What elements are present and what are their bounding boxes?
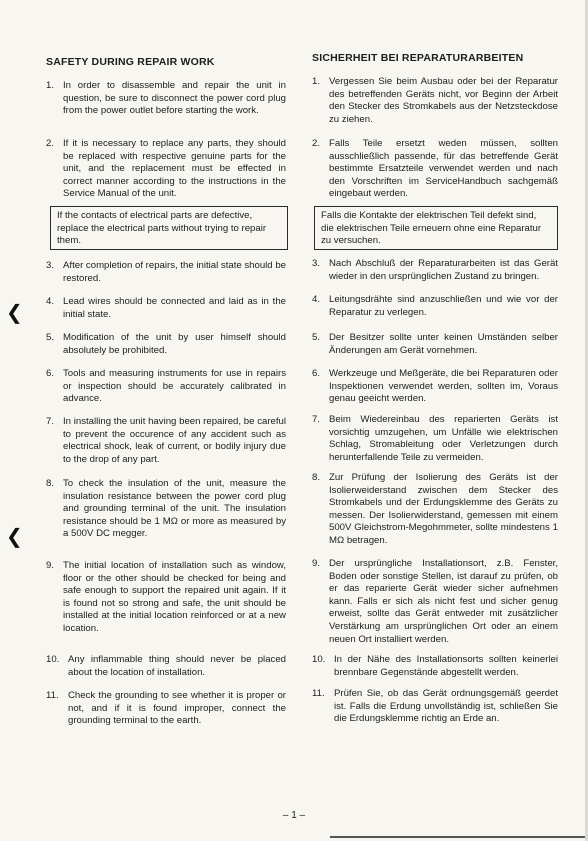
english-notice-box [50,206,288,250]
german-item-2 [312,138,558,201]
item-text: If it is necessary to replace any parts, they should be replaced with respective genuine parts for the unit, and the replacement must be effected in correct manner according to the instructions in the Service Manual of the unit. [63,138,286,200]
item-number: 2. [312,138,321,149]
item-text: Der Besitzer sollte unter keinen Umständen selber Änderungen am Gerät vornehmen. [329,332,558,356]
item-text: Falls Teile ersetzt weden müssen, sollten ausschließlich passende, für das betreffende Gerät bestimmte Ersatzteile verwendet werden und nach den Vorschriften im ServiceHandbuch sachgemäß eingebaut werden. [329,138,558,200]
item-number: 10. [312,654,326,665]
item-text: Prüfen Sie, ob das Gerät ordnungsgemäß geerdet ist. Falls die Erdung unvollständig ist, schließen Sie die Erdungsklemme richtig an Erde an. [334,688,558,725]
item-number: 7. [46,416,55,427]
english-heading: SAFETY DURING REPAIR WORK [46,56,215,68]
english-item-2 [46,138,286,201]
item-number: 8. [46,478,55,489]
english-item-4 [46,296,286,321]
revision-mark-icon: ❮ [6,524,23,548]
german-item-7 [312,414,558,464]
german-item-3 [312,258,558,283]
item-text: Leitungsdrähte sind anzuschließen und wie vor der Reparatur zu verlegen. [329,294,558,318]
german-heading: SICHERHEIT BEI REPARATURARBEITEN [312,52,524,64]
item-text: Lead wires should be connected and laid as in the initial state. [63,296,286,320]
page-number: – 1 – [282,810,306,821]
item-number: 5. [46,332,55,343]
item-text: In installing the unit having been repaired, be careful to prevent the occurence of any accident such as electrical shock, leak of current, or bodily injury due to the drop of any part. [63,416,286,465]
item-text: The initial location of installation such as window, floor or the other should be checked for being and safe enough to support the repaired unit again. If it is found not so strong and safe, the unit should be installed at the initial location reinforced or at a new location. [63,560,286,634]
item-text: Nach Abschluß der Reparaturarbeiten ist das Gerät wieder in den ursprünglichen Zustand zu bringen. [329,258,558,282]
item-text: Vergessen Sie beim Ausbau oder bei der Reparatur des betreffenden Geräts nicht, vor Beginn der Arbeit den Stecker des Stromkabels aus der Netzsteckdose zu ziehen. [329,76,558,125]
german-item-4 [312,294,558,319]
german-item-1 [312,76,558,126]
item-number: 8. [312,472,321,483]
german-notice-box [314,206,558,250]
item-number: 4. [46,296,55,307]
item-number: 9. [312,558,321,569]
item-number: 1. [312,76,321,87]
german-item-11 [312,688,558,726]
english-item-7 [46,416,286,466]
item-text: In der Nähe des Installationsorts sollten keinerlei brennbare Gegenstände abgestellt werden. [334,654,558,678]
item-text: After completion of repairs, the initial state should be restored. [63,260,286,284]
item-number: 5. [312,332,321,343]
english-item-8 [46,478,286,541]
english-item-5 [46,332,286,357]
german-item-6 [312,368,558,406]
item-number: 9. [46,560,55,571]
german-item-5 [312,332,558,357]
item-number: 6. [312,368,321,379]
item-text: Werkzeuge und Meßgeräte, die bei Reparaturen oder Inspektionen verwendet werden, sollten im, Voraus genau geeicht werden. [329,368,558,405]
item-number: 3. [46,260,55,271]
german-item-10 [312,654,558,679]
revision-mark-icon: ❮ [6,300,23,324]
item-number: 6. [46,368,55,379]
item-number: 2. [46,138,55,149]
item-text: Beim Wiedereinbau des reparierten Geräts ist vorsichtig umzugehen, um Unfälle wie elektrischen Schlag, Stromableitung oder Verletzungen durch herunterfallende Teile zu vermeiden. [329,414,558,463]
german-item-9 [312,558,558,646]
english-item-1 [46,80,286,118]
item-text: Any inflammable thing should never be placed about the location of installation. [68,654,286,678]
item-number: 7. [312,414,321,425]
item-number: 1. [46,80,55,91]
english-item-9 [46,560,286,636]
item-text: Zur Prüfung der Isolierung des Geräts ist der Isolierweiderstand zwischen dem Stecker des Stromkabels und der Erdungsklemme des Geräts zu messen. Der Isolierwiderstand, gemessen mit einem 500V Gleichstrom-Megohmmeter, sollte mindestens 1 MΩ betragen. [329,472,558,546]
item-text: Check the grounding to see whether it is proper or not, and if it is found improper, connect the grounding terminal to the earth. [68,690,286,727]
item-number: 4. [312,294,321,305]
item-text: In order to disassemble and repair the unit in question, be sure to disconnect the power cord plug from the power outlet before starting the work. [63,80,286,117]
item-number: 3. [312,258,321,269]
item-text: Der ursprüngliche Installationsort, z.B. Fenster, Boden oder sonstige Stellen, ist darauf zu prüfen, ob er das reparierte Gerät wieder sicher aufnehmen kann. Falls er sich als nicht fest und sicher genug erweist, sollte das Gerät entweder mit zusätzlicher Verstärkung am ursprünglichen Ort oder an einem neuen Ort installiert werden. [329,558,558,645]
english-item-11 [46,690,286,728]
english-item-10 [46,654,286,679]
item-number: 11. [46,690,59,701]
german-item-8 [312,472,558,548]
item-number: 10. [46,654,60,665]
bottom-rule [330,836,588,838]
item-number: 11. [312,688,325,699]
english-item-3 [46,260,286,285]
english-item-6 [46,368,286,406]
item-text: To check the insulation of the unit, measure the insulation resistance between the power cord plug and grounding terminal of the unit. The insulation resistance should be 1 MΩ or more as measured by a 500V DC megger. [63,478,286,540]
item-text: Tools and measuring instruments for use in repairs or inspection should be accurately calibrated in advance. [63,368,286,405]
item-text: Modification of the unit by user himself should absolutely be prohibited. [63,332,286,356]
notice-text: If the contacts of electrical parts are defective, replace the electrical parts without trying to repair them. [57,210,267,247]
notice-text: Falls die Kontakte der elektrischen Teil defekt sind, die elektrischen Teile erneuern ohne eine Reparatur zu versuchen. [321,210,542,247]
